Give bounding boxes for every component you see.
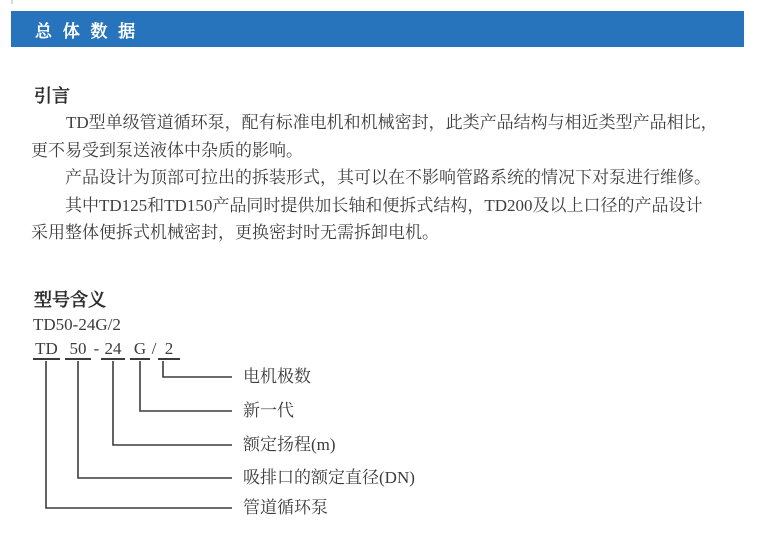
section-header-title: 总 体 数 据 (35, 21, 139, 41)
page-edge-mark (11, 0, 13, 4)
model-label-motor-poles: 电机极数 (243, 367, 311, 386)
connector-line-head (113, 361, 232, 445)
model-label-pipeline-pump: 管道循环泵 (243, 498, 328, 517)
intro-heading: 引言 (34, 86, 70, 106)
model-token-2: 2 (158, 339, 180, 360)
model-label-rated-head: 额定扬程(m) (243, 435, 336, 454)
model-label-new-generation: 新一代 (243, 401, 294, 420)
model-heading: 型号含义 (34, 290, 106, 310)
intro-paragraph-line: 产品设计为顶部可拉出的拆装形式，其可以在不影响管路系统的情况下对泵进行维修。 (65, 168, 711, 187)
model-token-td: TD (33, 339, 60, 360)
model-example-code: TD50-24G/2 (33, 315, 121, 334)
intro-paragraph-line: 更不易受到泵送液体中杂质的影响。 (31, 141, 303, 160)
connector-line-poles (163, 361, 232, 377)
connector-line-diameter (78, 361, 232, 478)
model-label-rated-diameter: 吸排口的额定直径(DN) (243, 468, 415, 487)
model-token-dash: - (93, 339, 100, 358)
intro-paragraph-line: 其中TD125和TD150产品同时提供加长轴和便拆式结构，TD200及以上口径的产品设计 (65, 196, 703, 215)
model-token-50: 50 (65, 339, 91, 360)
connector-line-pump-type (46, 361, 232, 508)
model-token-24: 24 (101, 339, 125, 360)
connector-line-generation (140, 361, 232, 411)
model-token-slash: / (151, 339, 157, 358)
model-token-g: G (130, 339, 150, 360)
intro-paragraph-line: 采用整体便拆式机械密封，更换密封时无需拆卸电机。 (31, 223, 439, 242)
section-header-bar (11, 11, 744, 47)
intro-paragraph-line: TD型单级管道循环泵，配有标准电机和机械密封，此类产品结构与相近类型产品相比， (66, 113, 718, 132)
